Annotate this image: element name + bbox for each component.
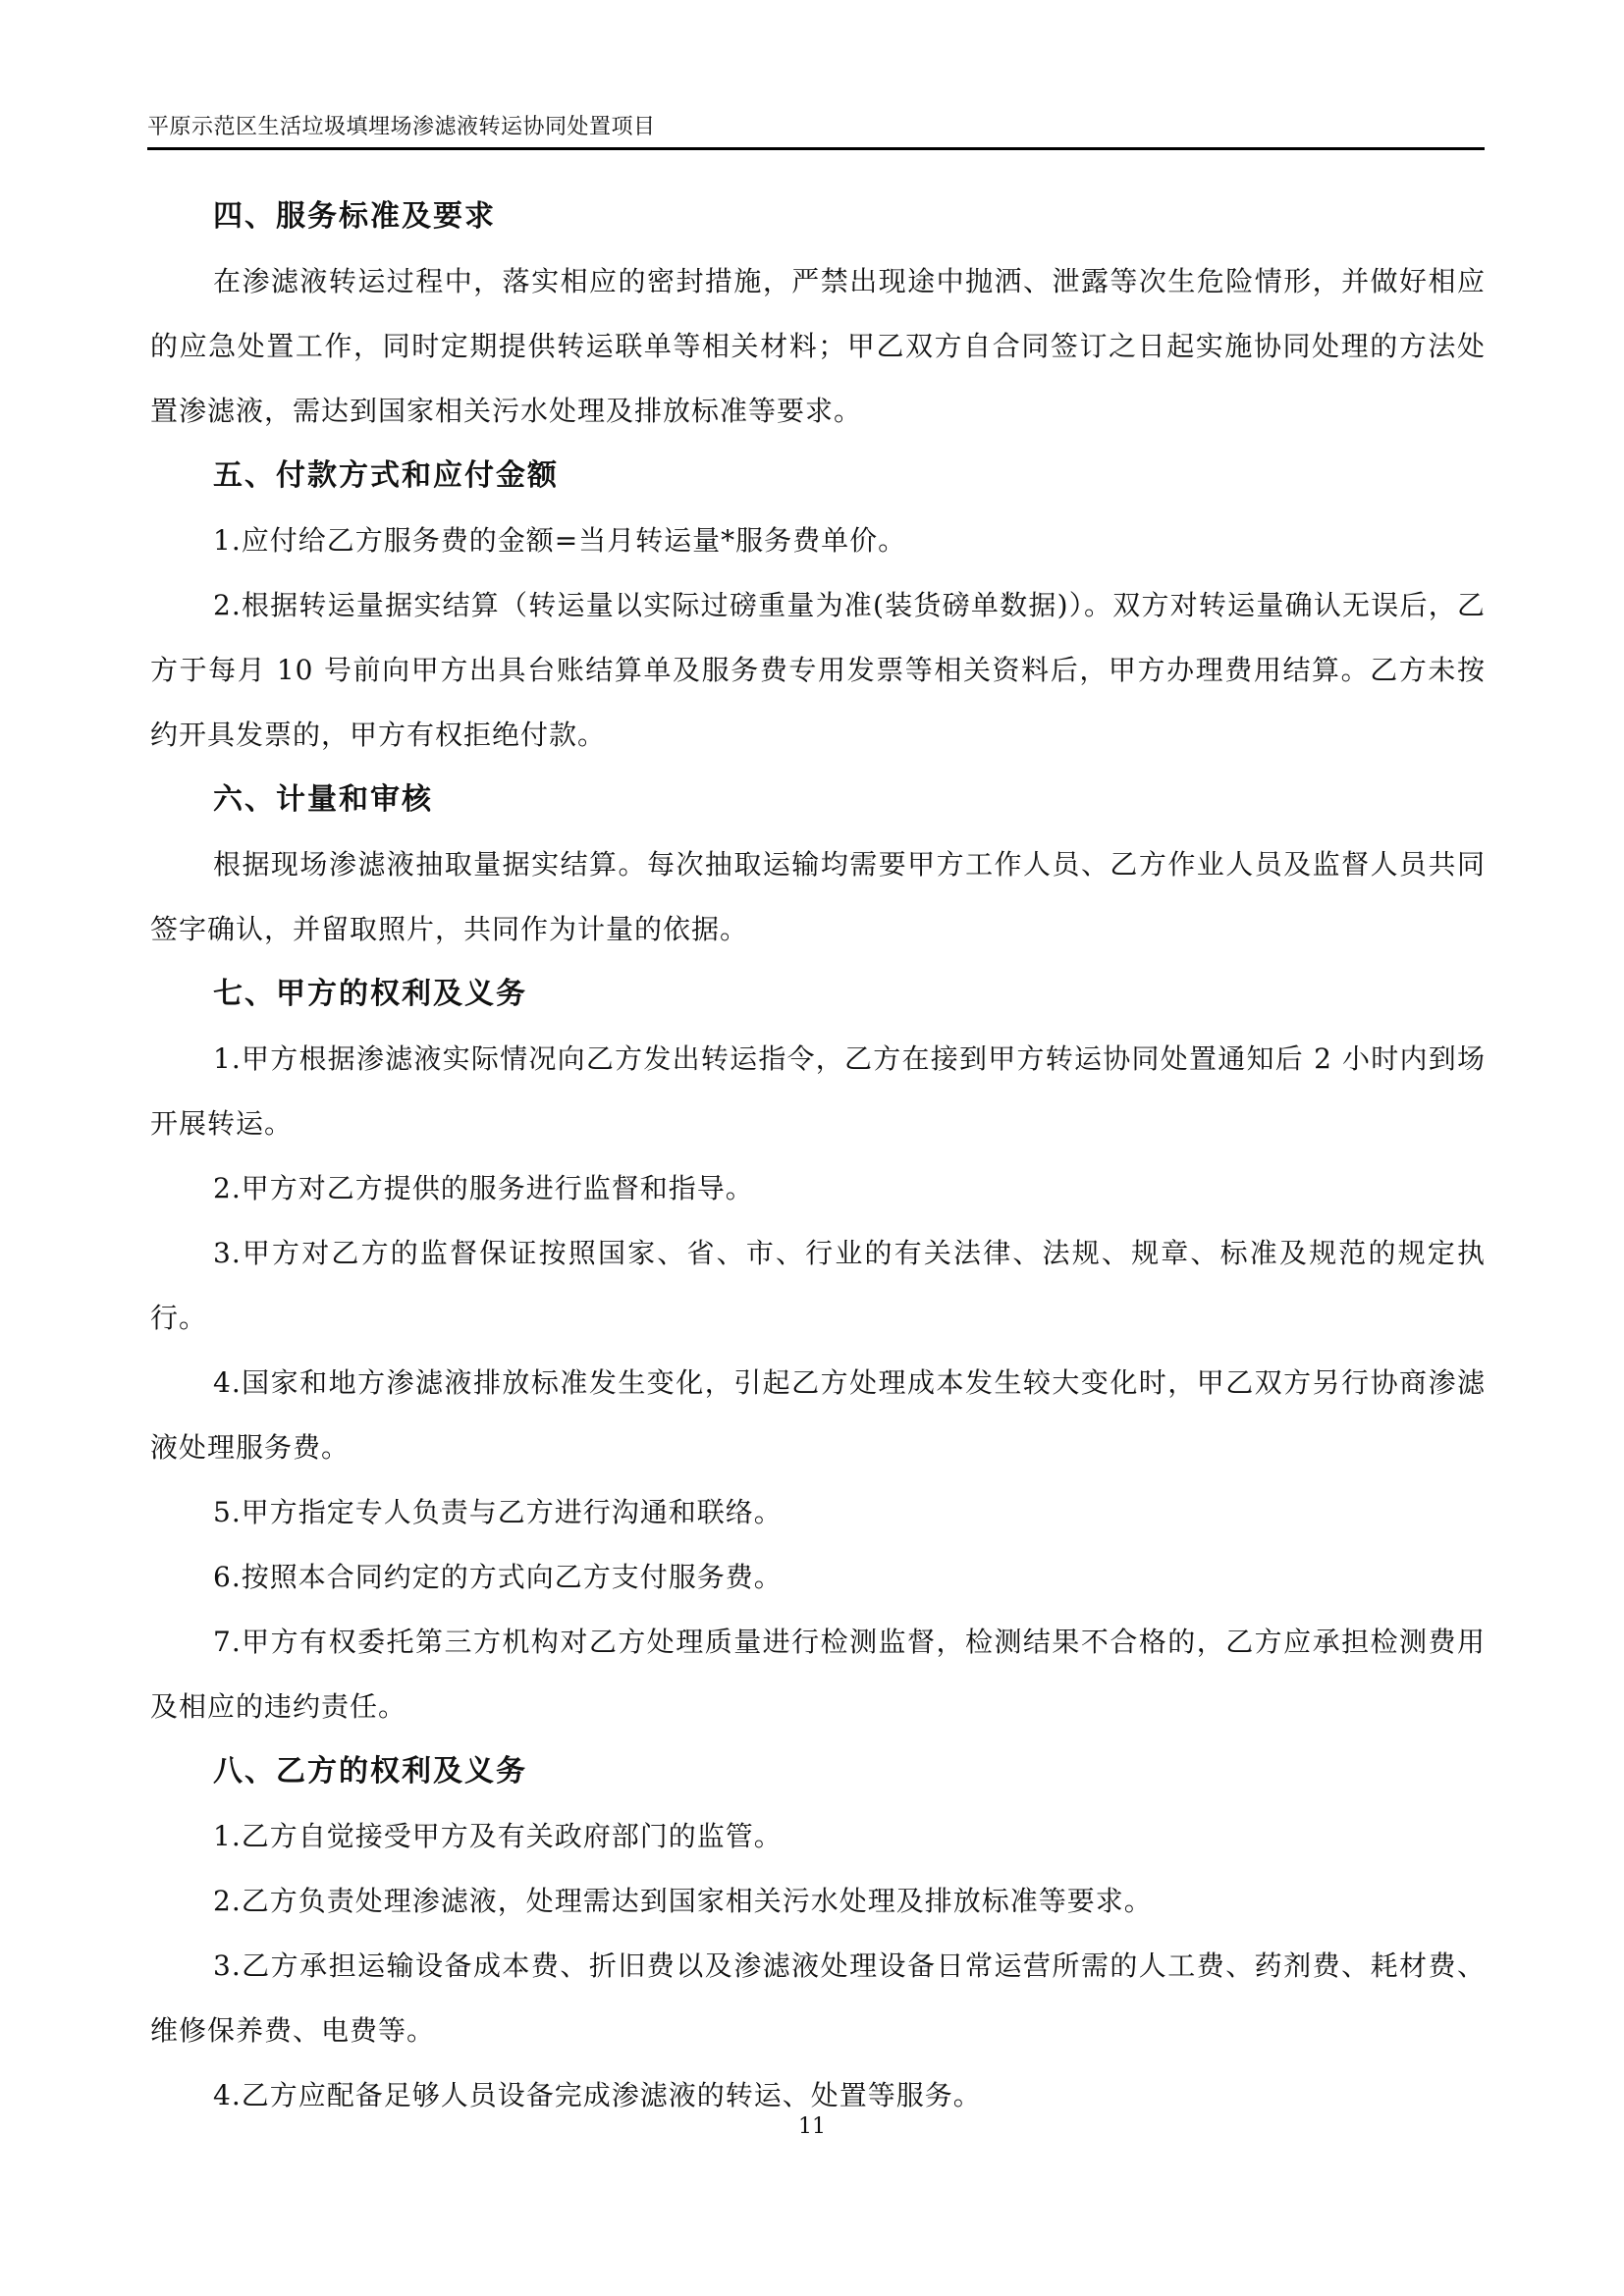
- section-payment: [150, 444, 1486, 768]
- paragraph: 4.国家和地方渗滤液排放标准发生变化，引起乙方处理成本发生较大变化时，甲乙双方另行协商渗滤液处理服务费。: [150, 1366, 1486, 1464]
- section-heading: 八、乙方的权利及义务: [213, 1754, 527, 1789]
- paragraph: 7.甲方有权委托第三方机构对乙方处理质量进行检测监督，检测结果不合格的，乙方应承担检测费用及相应的违约责任。: [150, 1626, 1486, 1723]
- section-service-standards: [150, 185, 1486, 444]
- paragraph: 1.乙方自觉接受甲方及有关政府部门的监管。: [213, 1820, 783, 1852]
- section-heading: 五、付款方式和应付金额: [213, 458, 559, 493]
- paragraph: 2.乙方负责处理渗滤液，处理需达到国家相关污水处理及排放标准等要求。: [213, 1885, 1153, 1917]
- paragraph: 2.根据转运量据实结算（转运量以实际过磅重量为准(装货磅单数据)）。双方对转运量确认无误后，乙方于每月 10 号前向甲方出具台账结算单及服务费专用发票等相关资料后，甲方办理费用结算。乙方未按约开具发票的，甲方有权拒绝付款。: [150, 589, 1486, 751]
- paragraph: 3.乙方承担运输设备成本费、折旧费以及渗滤液处理设备日常运营所需的人工费、药剂费、耗材费、维修保养费、电费等。: [150, 1949, 1486, 2047]
- paragraph: 4.乙方应配备足够人员设备完成渗滤液的转运、处置等服务。: [213, 2079, 982, 2111]
- page-header: 平原示范区生活垃圾填埋场渗滤液转运协同处置项目: [147, 115, 656, 139]
- paragraph: 1.应付给乙方服务费的金额=当月转运量*服务费单价。: [213, 524, 907, 557]
- paragraph: 6.按照本合同约定的方式向乙方支付服务费。: [213, 1561, 783, 1593]
- section-heading: 七、甲方的权利及义务: [213, 977, 527, 1011]
- section-party-a-rights: [150, 962, 1486, 1739]
- section-measurement: [150, 768, 1486, 962]
- page-number: 11: [798, 2114, 826, 2139]
- section-heading: 四、服务标准及要求: [213, 199, 496, 234]
- paragraph: 2.甲方对乙方提供的服务进行监督和指导。: [213, 1172, 754, 1204]
- paragraph: 在渗滤液转运过程中，落实相应的密封措施，严禁出现途中抛洒、泄露等次生危险情形，并做好相应的应急处置工作，同时定期提供转运联单等相关材料；甲乙双方自合同签订之日起实施协同处理的方法处置渗滤液，需达到国家相关污水处理及排放标准等要求。: [150, 265, 1486, 427]
- section-heading: 六、计量和审核: [213, 782, 433, 817]
- paragraph: 3.甲方对乙方的监督保证按照国家、省、市、行业的有关法律、法规、规章、标准及规范的规定执行。: [150, 1237, 1486, 1334]
- paragraph: 5.甲方指定专人负责与乙方进行沟通和联络。: [213, 1496, 783, 1528]
- paragraph: 1.甲方根据渗滤液实际情况向乙方发出转运指令，乙方在接到甲方转运协同处置通知后 2 小时内到场开展转运。: [150, 1042, 1486, 1140]
- paragraph: 根据现场渗滤液抽取量据实结算。每次抽取运输均需要甲方工作人员、乙方作业人员及监督人员共同签字确认，并留取照片，共同作为计量的依据。: [150, 848, 1486, 945]
- header-rule: [147, 147, 1485, 150]
- section-party-b-rights: [150, 1739, 1486, 2128]
- document-body: [150, 185, 1486, 2128]
